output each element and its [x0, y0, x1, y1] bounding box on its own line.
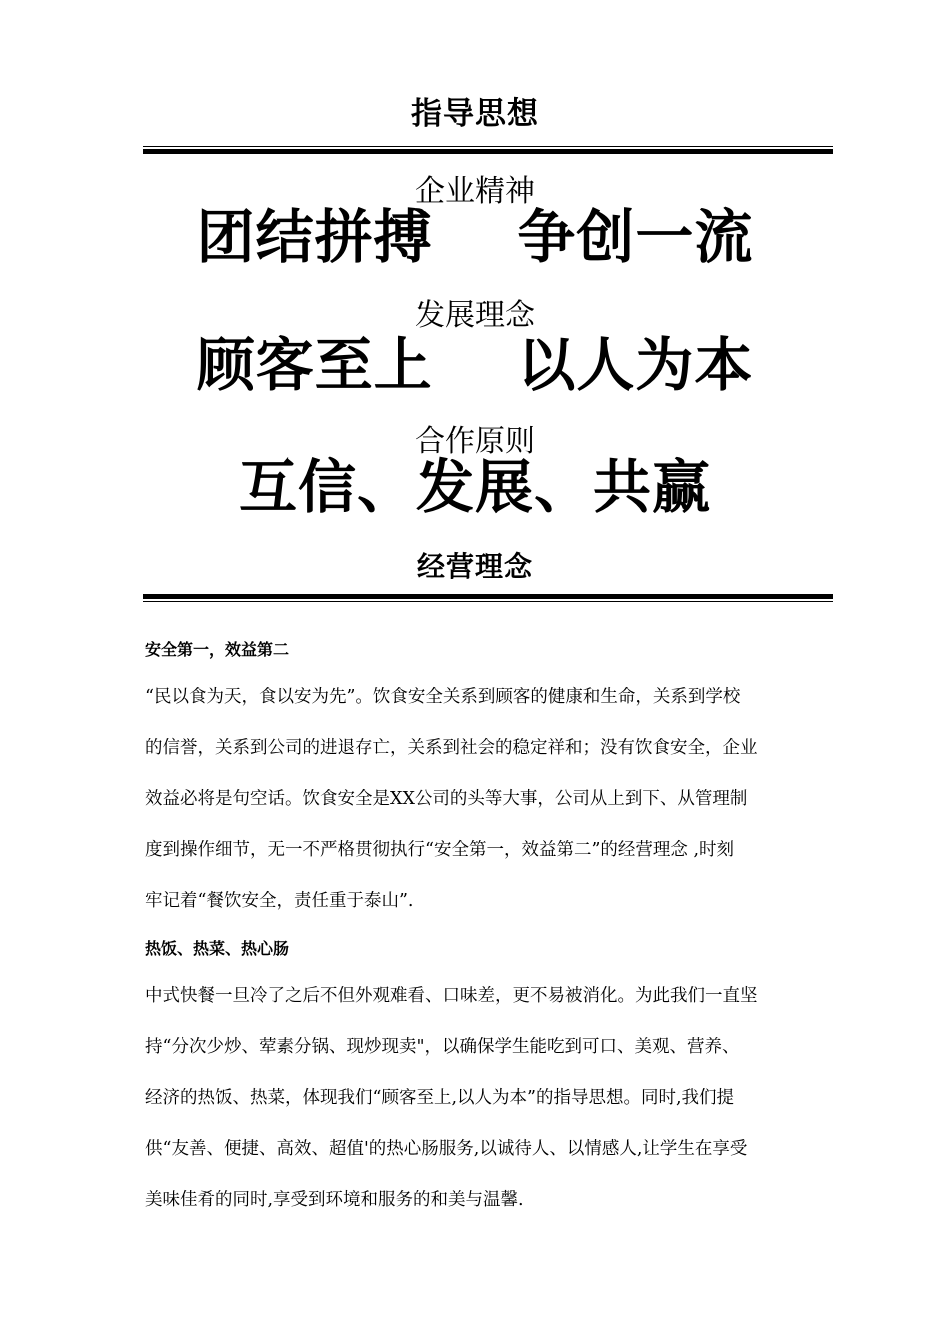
section2-line: 经济的热饭、热菜，体现我们“顾客至上,以人为本”的指导思想。同时,我们提 [145, 1088, 735, 1108]
development-slogan: 顾客至上 以人为本 [196, 331, 754, 399]
cooperation-slogan: 互信、发展、共赢 [238, 453, 711, 521]
development-label: 发展理念 [415, 298, 535, 333]
section1-title: 安全第一，效益第二 [145, 640, 290, 659]
section2-line: 美味佳肴的同时,享受到环境和服务的和美与温馨. [145, 1190, 524, 1210]
section2-line: 中式快餐一旦冷了之后不但外观难看、口味差，更不易被消化。为此我们一直坚 [145, 986, 758, 1006]
middle-rule [143, 594, 833, 602]
section2-line: 供“友善、便捷、高效、超值'的热心肠服务,以诚待人、以情感人,让学生在享受 [145, 1139, 748, 1159]
guiding-ideology-heading: 指导思想 [411, 96, 539, 132]
spirit-slogan: 团结拼搏 争创一流 [196, 203, 754, 271]
spirit-label: 企业精神 [415, 174, 535, 209]
section1-line: 效益必将是句空话。饮食安全是XX公司的头等大事，公司从上到下、从管理制 [145, 789, 748, 809]
section2-line: 持“分次少炒、荤素分锅、现炒现卖"，以确保学生能吃到可口、美观、营养、 [145, 1037, 740, 1057]
cooperation-label: 合作原则 [415, 424, 535, 459]
section1-line: 牢记着“餐饮安全，责任重于泰山”. [145, 891, 414, 911]
section1-paragraph [145, 686, 820, 941]
section1-line: 的信誉，关系到公司的进退存亡，关系到社会的稳定祥和；没有饮食安全，企业 [145, 738, 758, 758]
top-rule [143, 146, 833, 154]
operation-heading: 经营理念 [416, 550, 533, 583]
section2-paragraph [145, 985, 820, 1240]
section2-title: 热饭、热菜、热心肠 [145, 939, 290, 958]
section1-line: 度到操作细节，无一不严格贯彻执行“安全第一，效益第二”的经营理念 ,时刻 [145, 840, 735, 860]
section1-line: “民以食为天，食以安为先”。饮食安全关系到顾客的健康和生命，关系到学校 [145, 687, 741, 707]
